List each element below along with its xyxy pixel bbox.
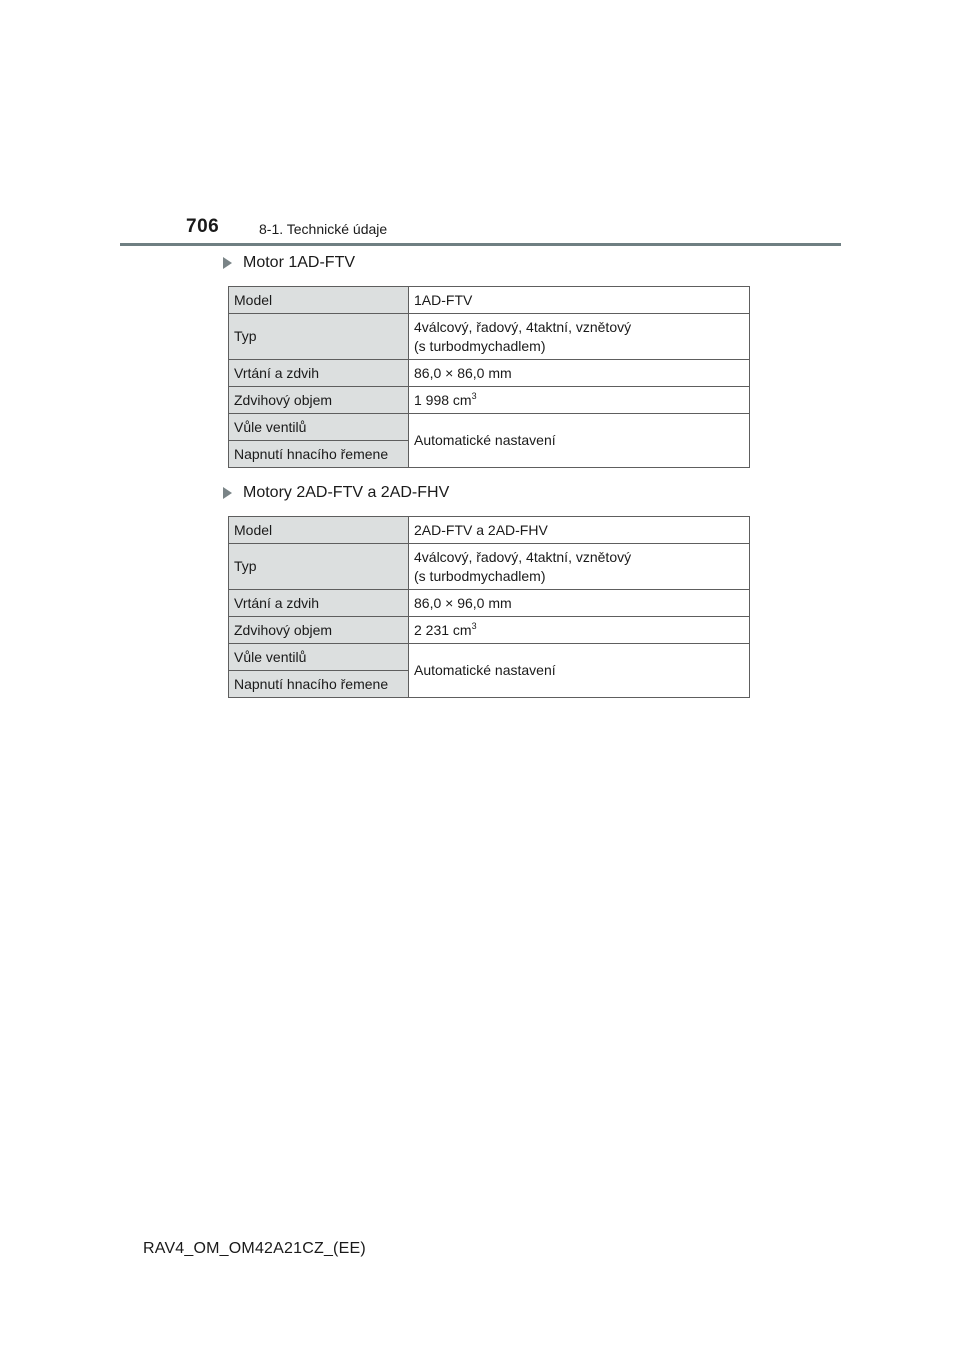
row-label: Typ <box>229 544 409 590</box>
row-label: Napnutí hnacího řemene <box>229 441 409 468</box>
table-row <box>229 544 750 590</box>
table-row <box>229 414 750 441</box>
table-row <box>229 644 750 671</box>
row-label: Vůle ventilů <box>229 414 409 441</box>
unit-superscript: 3 <box>471 620 477 631</box>
row-value-merged: Automatické nastavení <box>409 414 750 468</box>
value-line: (s turbodmychadlem) <box>414 337 546 354</box>
row-value <box>409 544 750 590</box>
table-row <box>229 387 750 414</box>
subheading-1ad-ftv <box>221 254 355 272</box>
row-value: 86,0 × 96,0 mm <box>409 590 750 617</box>
triangle-bullet-icon <box>223 487 232 499</box>
row-value <box>409 314 750 360</box>
row-label: Model <box>229 517 409 544</box>
footer-document-code: RAV4_OM_OM42A21CZ_(EE) <box>143 1240 366 1257</box>
value-line: 4válcový, řadový, 4taktní, vznětový <box>414 318 632 335</box>
row-label: Typ <box>229 314 409 360</box>
spec-table-1ad-ftv <box>228 286 750 468</box>
unit-superscript: 3 <box>471 390 477 401</box>
row-label: Model <box>229 287 409 314</box>
row-label: Zdvihový objem <box>229 617 409 644</box>
page-number: 706 <box>186 216 220 237</box>
table-row <box>229 287 750 314</box>
row-value: 1AD-FTV <box>409 287 750 314</box>
section-title: 8-1. Technické údaje <box>259 221 388 237</box>
row-value: 86,0 × 86,0 mm <box>409 360 750 387</box>
row-value <box>409 387 750 414</box>
table-row <box>229 617 750 644</box>
row-label: Zdvihový objem <box>229 387 409 414</box>
table-row <box>229 314 750 360</box>
value-line: 4válcový, řadový, 4taktní, vznětový <box>414 548 632 565</box>
row-value <box>409 617 750 644</box>
row-label: Napnutí hnacího řemene <box>229 671 409 698</box>
spec-table-2ad <box>228 516 750 698</box>
header-rule <box>120 243 841 246</box>
table-row <box>229 517 750 544</box>
row-label: Vrtání a zdvih <box>229 360 409 387</box>
value-text: 1 998 cm <box>414 391 472 408</box>
subheading-text: Motor 1AD-FTV <box>243 254 356 271</box>
table-row <box>229 360 750 387</box>
subheading-text: Motory 2AD-FTV a 2AD-FHV <box>243 484 450 501</box>
row-value-merged: Automatické nastavení <box>409 644 750 698</box>
row-value: 2AD-FTV a 2AD-FHV <box>409 517 750 544</box>
row-label: Vrtání a zdvih <box>229 590 409 617</box>
value-text: 2 231 cm <box>414 621 472 638</box>
value-line: (s turbodmychadlem) <box>414 567 546 584</box>
table-row <box>229 590 750 617</box>
row-label: Vůle ventilů <box>229 644 409 671</box>
subheading-2ad <box>221 484 449 502</box>
triangle-bullet-icon <box>223 257 232 269</box>
